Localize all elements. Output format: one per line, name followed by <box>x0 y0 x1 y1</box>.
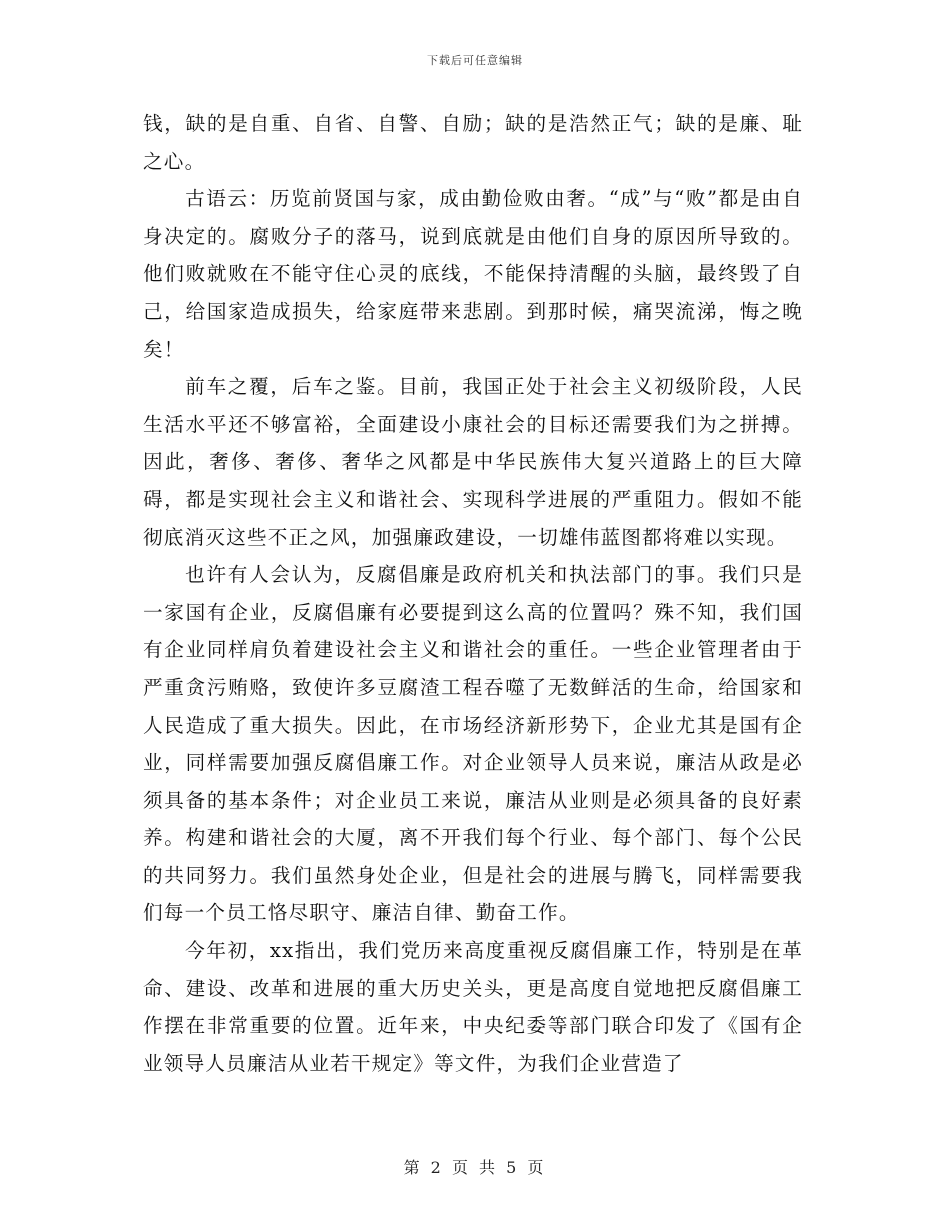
page-number-footer: 第 2 页 共 5 页 <box>403 1158 547 1177</box>
paragraph-5: 今年初，xx指出，我们党历来高度重视反腐倡廉工作，特别是在革命、建设、改革和进展的重大历史关头，更是高度自觉地把反腐倡廉工作摆在非常重要的位置。近年来，中央纪委等部门联合印发了《国有企业领导人员廉洁从业若干规定》等文件，为我们企业营造了 <box>143 939 803 1075</box>
paragraph-3: 前车之覆，后车之鉴。目前，我国正处于社会主义初级阶段，人民生活水平还不够富裕，全面建设小康社会的目标还需要我们为之拼搏。因此，奢侈、奢侈、奢华之风都是中华民族伟大复兴道路上的巨大障碍，都是实现社会主义和谐社会、实现科学进展的严重阻力。假如不能彻底消灭这些不正之风，加强廉政建设，一切雄伟蓝图都将难以实现。 <box>143 375 803 549</box>
paragraph-2: 古语云：历览前贤国与家，成由勤俭败由奢。“成”与“败”都是由自身决定的。腐败分子的落马，说到底就是由他们自身的原因所导致的。他们败就败在不能守住心灵的底线，不能保持清醒的头脑，最终毁了自己，给国家造成损失，给家庭带来悲剧。到那时候，痛哭流涕，悔之晚矣！ <box>143 187 803 361</box>
paragraph-4: 也许有人会认为，反腐倡廉是政府机关和执法部门的事。我们只是一家国有企业，反腐倡廉有必要提到这么高的位置吗？殊不知，我们国有企业同样肩负着建设社会主义和谐社会的重任。一些企业管理者由于严重贪污贿赂，致使许多豆腐渣工程吞噬了无数鲜活的生命，给国家和人民造成了重大损失。因此，在市场经济新形势下，企业尤其是国有企业，同样需要加强反腐倡廉工作。对企业领导人员来说，廉洁从政是必须具备的基本条件；对企业员工来说，廉洁从业则是必须具备的良好素养。构建和谐社会的大厦，离不开我们每个行业、每个部门、每个公民的共同努力。我们虽然身处企业，但是社会的进展与腾飞，同样需要我们每一个员工恪尽职守、廉洁自律、勤奋工作。 <box>143 563 803 925</box>
paragraph-1: 钱，缺的是自重、自省、自警、自励；缺的是浩然正气；缺的是廉、耻之心。 <box>143 112 803 173</box>
page-header-note: 下载后可任意编辑 <box>427 54 523 67</box>
document-body <box>143 105 803 1082</box>
